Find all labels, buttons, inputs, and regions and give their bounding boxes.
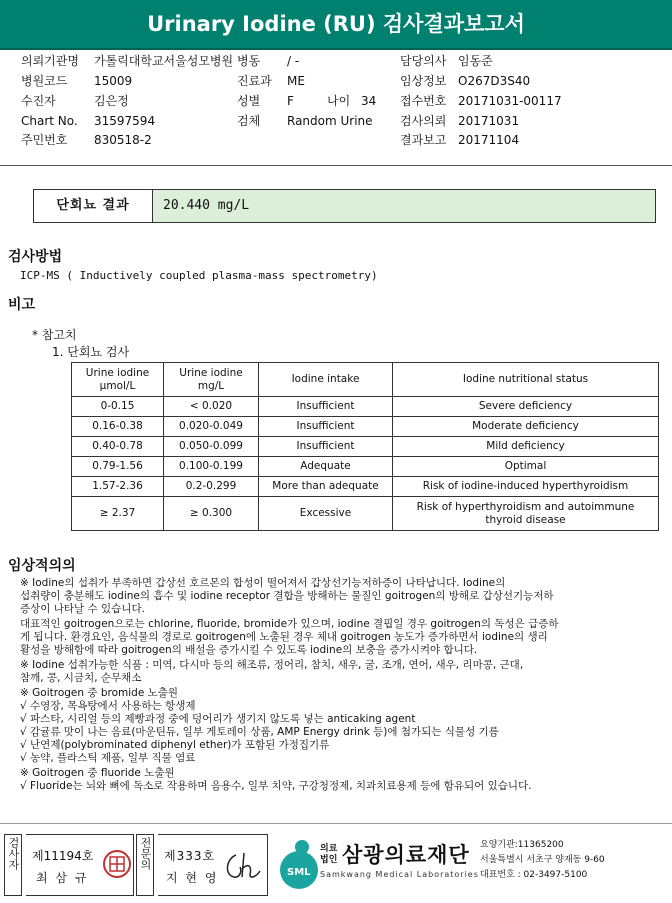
inspector-seal-icon <box>102 847 132 881</box>
table-cell: 0.16-0.38 <box>72 417 164 437</box>
note-line: √ 농약, 플라스틱 제품, 일부 직물 염료 <box>20 752 196 764</box>
table-cell: 0.79-1.56 <box>72 457 164 477</box>
table-row <box>72 397 659 417</box>
doctor-value: 임동준 <box>458 54 493 68</box>
specimen-value: Random Urine <box>287 114 373 128</box>
report-date-value: 20171104 <box>458 133 520 147</box>
note-line: 게 됩니다. 환경요인, 음식물의 경로로 goitrogen에 노출된 경우 체내 goitrogen 농도가 증가하면서 iodine의 생리 <box>20 631 548 643</box>
note-line: √ 수영장, 목욕탕에서 사용하는 항생제 <box>20 700 196 712</box>
table-cell: 0.2-0.299 <box>164 477 259 497</box>
table-cell: Insufficient <box>259 437 393 457</box>
doctor-label: 담당의사 <box>400 54 447 68</box>
table-cell: Excessive <box>259 497 393 531</box>
inspector-name: 최 삼 규 <box>36 871 89 885</box>
collector-value: 김은정 <box>94 94 129 108</box>
table-header-mg: Urine iodine mg/L <box>164 363 259 397</box>
note-line: 증상이 나타날 수 있습니다. <box>20 603 145 615</box>
note-line: 참깨, 콩, 시금치, 순무채소 <box>20 672 142 684</box>
rrn-value: 830518-2 <box>94 133 152 147</box>
table-cell: ≥ 0.300 <box>164 497 259 531</box>
sml-logo-icon <box>274 838 320 892</box>
method-text: ICP-MS ( Inductively coupled plasma-mass spectrometry) <box>20 269 378 282</box>
table-cell: Insufficient <box>259 397 393 417</box>
clinical-title: 임상적의의 <box>8 558 76 574</box>
note-line: √ Fluoride는 뇌와 뼈에 독소로 작용하며 음용수, 일부 치약, 구강청정제, 치과치료용제 등에 함유되어 있습니다. <box>20 780 532 792</box>
note-line: 섭취량이 충분해도 iodine의 흡수 및 iodine receptor 결합을 방해하는 물질인 goitrogen의 방해로 갑상선기능저하 <box>20 590 554 602</box>
clinical-info-label: 임상정보 <box>400 74 447 88</box>
reviewer-signature-icon <box>222 849 262 883</box>
report-title: Urinary Iodine (RU) 검사결과보고서 <box>0 0 672 48</box>
inspector-box <box>26 834 134 896</box>
inspector-license: 제11194호 <box>32 849 94 863</box>
method-title: 검사방법 <box>8 249 63 265</box>
reviewer-label-text: 전문의 <box>139 837 152 870</box>
table-cell: More than adequate <box>259 477 393 497</box>
org-english-name: Samkwang Medical Laboratories <box>320 870 479 879</box>
dept-value: ME <box>287 74 305 88</box>
ward-value: / - <box>287 54 300 68</box>
clinical-notes <box>20 577 559 793</box>
table-cell: Adequate <box>259 457 393 477</box>
table-row <box>72 477 659 497</box>
institution-value: 가톨릭대학교서울성모병원 <box>94 54 234 68</box>
table-cell: 1.57-2.36 <box>72 477 164 497</box>
rrn-label: 주민번호 <box>21 133 68 147</box>
clinical-info-value: O267D3S40 <box>458 74 531 88</box>
org-prefix: 의료법인 <box>320 844 338 865</box>
table-row <box>72 437 659 457</box>
org-address: 서울특별시 서초구 양재동 9-60 <box>480 855 605 865</box>
table-cell: Moderate deficiency <box>393 417 659 437</box>
table-header-intake: Iodine intake <box>259 363 393 397</box>
table-cell: Optimal <box>393 457 659 477</box>
remarks-title: 비고 <box>8 297 36 313</box>
sex-value: F <box>287 94 294 108</box>
sml-logo-text: SML <box>287 867 311 878</box>
institution-label: 의뢰기관명 <box>21 54 79 68</box>
org-code: 요양기관:11365200 <box>480 840 564 850</box>
collector-label: 수진자 <box>21 94 56 108</box>
hospital-code-value: 15009 <box>94 74 133 88</box>
reviewer-label <box>136 834 154 896</box>
note-line: ※ Iodine 섭취가능한 식품 : 미역, 다시마 등의 해조류, 정어리, 참치, 새우, 굴, 조개, 연어, 새우, 리마콩, 근대, <box>20 659 524 671</box>
reference-table <box>71 362 659 531</box>
result-value: 20.440 mg/L <box>153 190 655 222</box>
table-header-status: Iodine nutritional status <box>393 363 659 397</box>
table-cell: 0-0.15 <box>72 397 164 417</box>
chart-label: Chart No. <box>21 114 78 128</box>
sex-label: 성별 <box>237 94 261 108</box>
reviewer-license: 제333호 <box>164 849 216 863</box>
note-line: √ 파스타, 시리얼 등의 제빵과정 중에 덩어리가 생기지 않도록 넣는 anticaking agent <box>20 713 416 725</box>
table-cell: 0.050-0.099 <box>164 437 259 457</box>
receipt-label: 접수번호 <box>400 94 447 108</box>
footer <box>2 834 670 897</box>
result-box <box>33 189 656 223</box>
table-header-row <box>72 363 659 397</box>
note-line: ※ Goitrogen 중 fluoride 노출원 <box>20 767 175 779</box>
result-label: 단회뇨 결과 <box>34 190 153 222</box>
note-line: 활성을 방해함에 따라 goitrogen의 배설을 증가시킬 수 있도록 iodine의 보충을 증가시켜야 합니다. <box>20 644 478 656</box>
request-label: 검사의뢰 <box>400 114 447 128</box>
receipt-value: 20171031-00117 <box>458 94 562 108</box>
table-cell: < 0.020 <box>164 397 259 417</box>
report-date-label: 결과보고 <box>400 133 447 147</box>
dept-label: 진료과 <box>237 74 272 88</box>
age-label: 나이 <box>327 94 351 108</box>
note-line: ※ Goitrogen 중 bromide 노출원 <box>20 687 179 699</box>
footer-divider <box>0 823 672 824</box>
title-underline <box>0 48 672 50</box>
note-line: √ 감귤류 맛이 나는 음료(마운틴듀, 일부 게토레이 상품, AMP Energy drink 등)에 첨가되는 식물성 기름 <box>20 726 499 738</box>
chart-value: 31597594 <box>94 114 156 128</box>
table-cell: ≥ 2.37 <box>72 497 164 531</box>
table-cell: Severe deficiency <box>393 397 659 417</box>
org-contact <box>480 838 605 883</box>
reviewer-name: 지 현 영 <box>166 871 219 885</box>
reviewer-box <box>158 834 268 896</box>
request-value: 20171031 <box>458 114 520 128</box>
note-line: 대표적인 goitrogen으로는 chlorine, fluoride, bromide가 있으며, iodine 결핍일 경우 goitrogen의 독성은 급증하 <box>20 618 559 630</box>
table-cell: 0.100-0.199 <box>164 457 259 477</box>
reference-title: * 참고치 <box>32 328 77 342</box>
org-phone: 대표번호 : 02-3497-5100 <box>480 870 588 880</box>
hospital-code-label: 병원코드 <box>21 74 68 88</box>
table-cell: 0.40-0.78 <box>72 437 164 457</box>
table-row <box>72 497 659 531</box>
table-row <box>72 457 659 477</box>
table-cell: 0.020-0.049 <box>164 417 259 437</box>
table-row <box>72 417 659 437</box>
table-cell: Risk of hyperthyroidism and autoimmune thyroid disease <box>393 497 659 531</box>
org-name: 삼광의료재단 <box>342 843 470 867</box>
age-value: 34 <box>361 94 377 108</box>
table-header-umol: Urine iodine μmol/L <box>72 363 164 397</box>
table-cell: Mild deficiency <box>393 437 659 457</box>
inspector-label <box>4 834 22 896</box>
note-line: ※ Iodine의 섭취가 부족하면 갑상선 호르몬의 합성이 떨어져서 갑상선기능저하증이 나타납니다. Iodine의 <box>20 577 506 589</box>
reference-subtitle: 1. 단회뇨 검사 <box>52 345 130 359</box>
ward-label: 병동 <box>237 54 261 68</box>
specimen-label: 검체 <box>237 114 261 128</box>
table-cell: Risk of iodine-induced hyperthyroidism <box>393 477 659 497</box>
inspector-label-text: 검사자 <box>7 837 20 870</box>
note-line: √ 난연제(polybrominated diphenyl ether)가 포함된 가정집기류 <box>20 739 330 751</box>
header-divider <box>0 165 672 166</box>
table-cell: Insufficient <box>259 417 393 437</box>
